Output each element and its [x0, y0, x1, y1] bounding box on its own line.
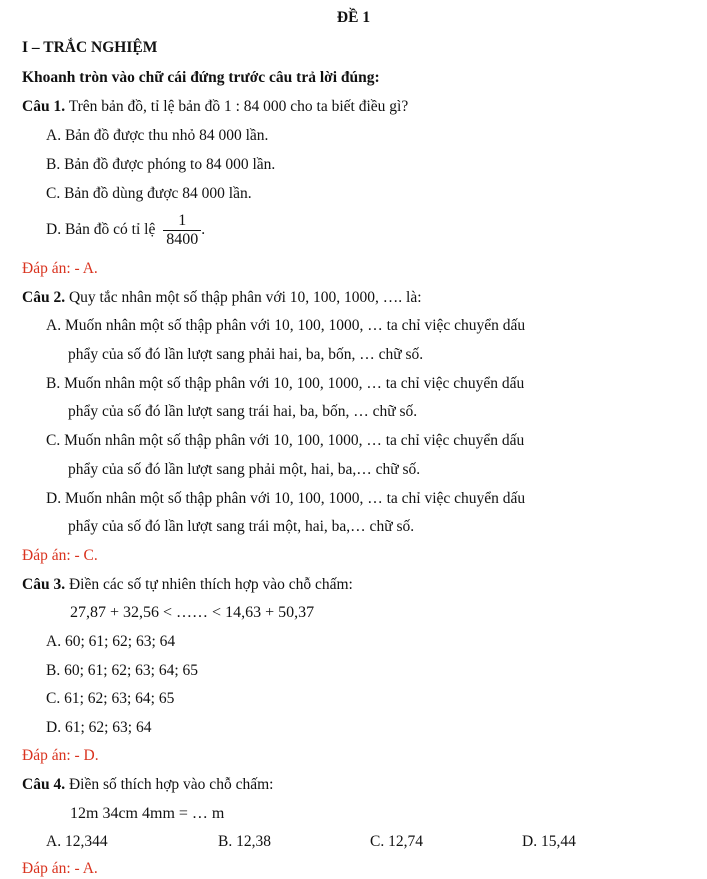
question-1-option-c: C. Bản đồ dùng được 84 000 lần. — [46, 185, 252, 202]
question-4-label: Câu 4. — [22, 776, 66, 793]
document-title: ĐỀ 1 — [336, 9, 371, 26]
question-2-option-a-line-2: phẩy của số đó lần lượt sang phải hai, ba, bốn, … chữ số. — [68, 346, 424, 363]
question-4-text: Điền số thích hợp vào chỗ chấm: — [68, 776, 274, 793]
question-4-expression: 12m 34cm 4mm = … m — [70, 805, 225, 822]
question-2-answer: Đáp án: - C. — [22, 547, 98, 564]
question-2-option-c-line-1: C. Muốn nhân một số thập phân với 10, 100, 1000, … ta chỉ việc chuyển dấu — [46, 432, 525, 449]
question-4-option-b: B. 12,38 — [218, 833, 271, 850]
question-1 — [22, 97, 408, 117]
question-4 — [22, 775, 273, 795]
question-2-option-a-line-1: A. Muốn nhân một số thập phân với 10, 100, 1000, … ta chỉ việc chuyển dấu — [46, 317, 526, 334]
question-2-option-d-line-1: D. Muốn nhân một số thập phân với 10, 100, 1000, … ta chỉ việc chuyển dấu — [46, 490, 526, 507]
question-2-option-b-line-1: B. Muốn nhân một số thập phân với 10, 100, 1000, … ta chỉ việc chuyển dấu — [46, 375, 525, 392]
question-1-answer: Đáp án: - A. — [22, 260, 98, 277]
question-1-option-a: A. Bản đồ được thu nhỏ 84 000 lần. — [46, 127, 269, 144]
question-1-option-d-text: D. Bản đồ có tỉ lệ — [46, 221, 156, 239]
question-2-option-b-line-2: phẩy của số đó lần lượt sang trái hai, ba, bốn, … chữ số. — [68, 403, 418, 420]
question-3-answer: Đáp án: - D. — [22, 747, 99, 764]
question-2 — [22, 288, 422, 308]
scale-fraction — [163, 212, 201, 249]
question-2-option-c-line-2: phẩy của số đó lần lượt sang phải một, hai, ba,… chữ số. — [68, 461, 421, 478]
question-4-answer: Đáp án: - A. — [22, 860, 98, 877]
question-2-option-d-line-2: phẩy của số đó lần lượt sang trái một, hai, ba,… chữ số. — [68, 518, 415, 535]
question-3-option-b: B. 60; 61; 62; 63; 64; 65 — [46, 662, 198, 679]
question-3-label: Câu 3. — [22, 576, 66, 593]
fraction-denominator: 8400 — [163, 230, 201, 249]
question-1-label: Câu 1. — [22, 98, 66, 115]
question-1-option-b: B. Bản đồ được phóng to 84 000 lần. — [46, 156, 276, 173]
instruction-text: Khoanh tròn vào chữ cái đứng trước câu trả lời đúng: — [22, 69, 380, 86]
question-3-option-a: A. 60; 61; 62; 63; 64 — [46, 633, 176, 650]
section-heading: I – TRẮC NGHIỆM — [22, 39, 158, 56]
fraction-period: . — [201, 221, 206, 239]
question-3 — [22, 575, 353, 595]
question-1-option-d — [46, 212, 205, 249]
question-3-option-c: C. 61; 62; 63; 64; 65 — [46, 690, 175, 707]
question-3-option-d: D. 61; 62; 63; 64 — [46, 719, 152, 736]
question-4-option-d: D. 15,44 — [522, 833, 576, 850]
question-3-text: Điền các số tự nhiên thích hợp vào chỗ chấm: — [68, 576, 353, 593]
fraction-numerator: 1 — [178, 212, 187, 229]
question-2-text: Quy tắc nhân một số thập phân với 10, 100, 1000, …. là: — [68, 289, 422, 306]
question-2-label: Câu 2. — [22, 289, 66, 306]
question-3-expression: 27,87 + 32,56 < …… < 14,63 + 50,37 — [70, 604, 315, 621]
question-4-option-c: C. 12,74 — [370, 833, 423, 850]
question-1-text: Trên bản đồ, tỉ lệ bản đồ 1 : 84 000 cho ta biết điều gì? — [68, 98, 409, 115]
question-4-option-a: A. 12,344 — [46, 833, 108, 850]
